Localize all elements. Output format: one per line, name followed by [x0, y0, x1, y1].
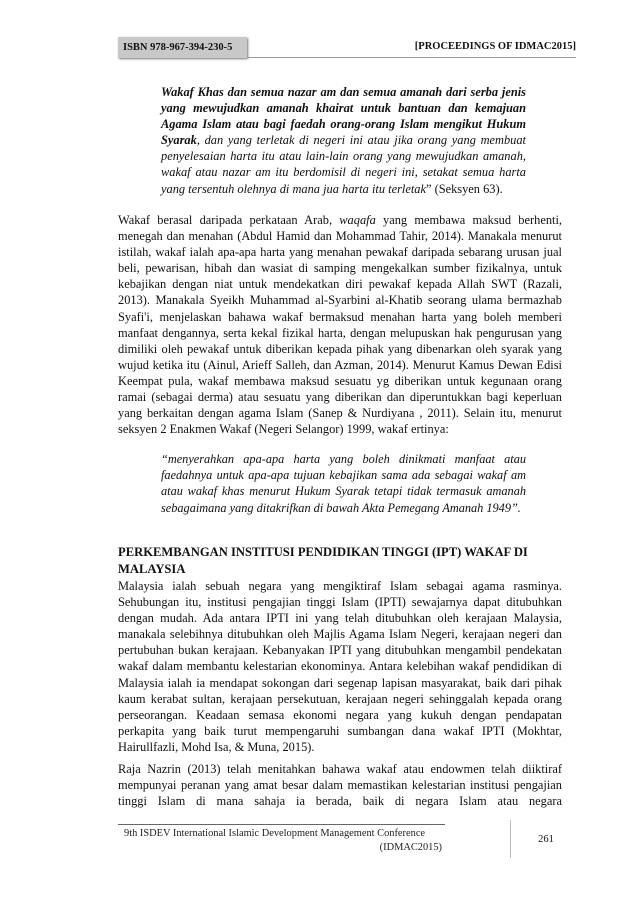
paragraph-italic-word: waqafa: [339, 213, 376, 227]
footer-conference: 9th ISDEV International Islamic Development Management Conference: [124, 828, 426, 839]
paragraph-ipti-malaysia: Malaysia ialah sebuah negara yang mengiktiraf Islam sebagai agama rasminya. Sehubungan itu, institusi pengajian tinggi Islam (IPTI) sewajarnya dapat ditubuhkan dengan mudah. Ada antara IPTI ini yang telah ditubuhkan oleh kerajaan Malaysia, manakala selebihnya ditubuhkan oleh Majlis Agama Islam Negeri, kerajaan negeri dan pertubuhan bukan kerajaan. Kebanyakan IPTI yang ditubuhkan mengambil pendekatan wakaf dalam membantu kelestarian ekonominya. Antara kelebihan wakaf pendidikan di Malaysia ialah ia mendapat sokongan dari segenap lapisan masyarakat, baik dari pihak kaum kerabat sultan, kerajaan persekutuan, kerajaan negeri sehinggalah kepada orang perseorangan. Keadaan semasa ekonomi negara yang kukuh dengan pendapatan perkapita yang baik turut mempengaruhi sumbangan dana wakaf IPTI (Mokhtar, Hairullfazli, Mohd Isa, & Muna, 2015).: [118, 579, 562, 754]
quote-bold-text: Wakaf Khas dan semua nazar am dan semua amanah dari serba jenis yang mewujudkan amanah khairat untuk bantuan dan kemajuan Agama Islam atau bagi faedah orang-orang Islam mengikut Hukum Syarak: [161, 85, 526, 148]
page-footer: [124, 827, 442, 855]
paragraph-raja-nazrin: Raja Nazrin (2013) telah menitahkan bahawa wakaf atau endowmen telah diiktiraf mempunyai peranan yang amat besar dalam memastikan kelestarian institusi pengajian tinggi Islam di mana sahaja ia berada, baik di negara Islam atau negara: [118, 762, 562, 809]
section-heading: PERKEMBANGAN INSTITUSI PENDIDIKAN TINGGI (IPT) WAKAF DI MALAYSIA: [118, 545, 528, 576]
paragraph-text-rest: yang membawa maksud berhenti, menegah dan menahan (Abdul Hamid dan Mohammad Tahir, 2014). Manakala menurut istilah, wakaf ialah apa-apa harta yang menahan pewakaf daripada sebarang urusan jual beli, pewarisan, hibah dan wasiat di samping mengekalkan sumber fizikalnya, untuk kebajikan dengan niat untuk mendekatkan diri pewakaf kepada Allah SWT (Razali, 2013). Manakala Syeikh Muhammad al-Syarbini al-Khatib seorang ulama bermazhab Syafi'i, menjelaskan bahawa wakaf bermaksud menahan harta yang boleh memberi manfaat dengannya, serta kekal fizikal harta, dengan melupuskan hak pengurusan yang dimiliki oleh pewakaf untuk diberikan kepada pihak yang dibenarkan oleh syarak yang wujud ketika itu (Ainul, Arieff Salleh, dan Azman, 2014). Menurut Kamus Dewan Edisi Keempat pula, wakaf membawa maksud sesuatu yg diberikan untuk kegunaan orang ramai (sebagai derma) atau sesuatu yang diberikan dan diperuntukkan bagi keperluan yang berkaitan dengan agama Islam (Sanep & Nurdiyana , 2011). Selain itu, menurut seksyen 2 Enakmen Wakaf (Negeri Selangor) 1999, wakaf ertinya:: [118, 213, 562, 437]
footer-acronym: (IDMAC2015): [379, 842, 442, 853]
proceedings-label: [PROCEEDINGS OF IDMAC2015]: [247, 36, 576, 58]
page-header: [118, 36, 576, 58]
isbn-label: ISBN 978-967-394-230-5: [118, 37, 247, 58]
footer-divider: [118, 824, 445, 825]
block-quote-enakmen: “menyerahkan apa-apa harta yang boleh dinikmati manfaat atau faedahnya untuk apa-apa tujuan kebajikan sama ada sebagai wakaf am atau wakaf khas menurut Hukum Syarak tetapi tidak termasuk amanah sebagaimana yang ditakrifkan di bawah Akta Pemegang Amanah 1949”.: [161, 452, 526, 515]
quote-italic-text: , dan yang terletak di negeri ini atau jika orang yang membuat penyelesaian harta itu atau lain-lain orang yang mewujudkan amanah, wakaf atau nazar am itu berdomisil di negeri ini, setakat semua harta yang tersentuh olehnya di mana jua harta itu terletak: [161, 133, 526, 196]
block-quote-seksyen-63: [161, 84, 526, 197]
page-number: 261: [510, 820, 581, 858]
paragraph-wakaf-definition: [118, 212, 562, 437]
quote-citation: ” (Seksyen 63).: [425, 181, 503, 196]
paragraph-text-start: Wakaf berasal daripada perkataan Arab,: [118, 213, 340, 227]
